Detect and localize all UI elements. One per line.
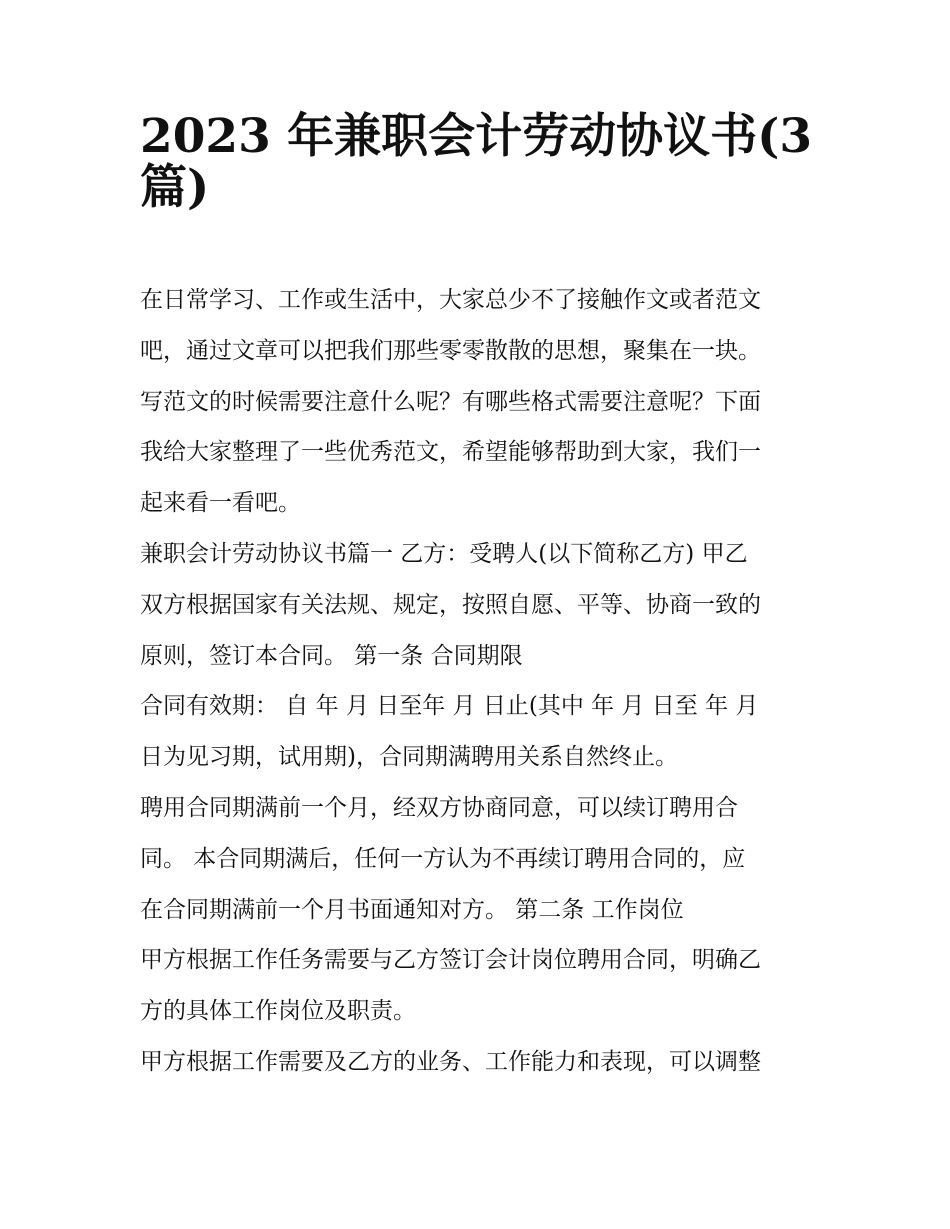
document-body xyxy=(140,275,830,1088)
text-line: 聘用合同期满前一个月，经双方协商同意，可以续订聘用合 xyxy=(140,794,738,821)
paragraph-adjustment xyxy=(140,1037,830,1088)
text-line: 原则，签订本合同。 第一条 合同期限 xyxy=(140,642,523,669)
text-line: 方的具体工作岗位及职责。 xyxy=(140,998,416,1025)
text-line: 日为见习期，试用期)，合同期满聘用关系自然终止。 xyxy=(140,744,678,771)
paragraph-parties xyxy=(140,529,830,681)
text-line: 在日常学习、工作或生活中，大家总少不了接触作文或者范文 xyxy=(140,287,761,313)
document-title xyxy=(140,109,820,215)
text-line: 双方根据国家有关法规、规定，按照自愿、平等、协商一致的 xyxy=(140,591,761,618)
text-line: 合同有效期： 自 年 月 日至年 月 日止(其中 年 月 日至 年 月 xyxy=(140,693,759,720)
title-line: 篇) xyxy=(140,159,210,215)
text-line: 甲方根据工作需要及乙方的业务、工作能力和表现，可以调整 xyxy=(140,1048,761,1075)
paragraph-intro xyxy=(140,275,830,529)
paragraph-term xyxy=(140,681,830,783)
text-line: 甲方根据工作任务需要与乙方签订会计岗位聘用合同，明确乙 xyxy=(140,947,761,974)
text-line: 吧，通过文章可以把我们那些零零散散的思想，聚集在一块。 xyxy=(140,337,761,364)
text-line: 同。 本合同期满后，任何一方认为不再续订聘用合同的，应 xyxy=(140,845,746,872)
text-line: 起来看一看吧。 xyxy=(140,490,301,517)
paragraph-renewal xyxy=(140,783,830,935)
paragraph-position xyxy=(140,935,830,1037)
text-line: 兼职会计劳动协议书篇一 乙方：受聘人(以下简称乙方) 甲乙 xyxy=(140,540,748,567)
text-line: 我给大家整理了一些优秀范文，希望能够帮助到大家，我们一 xyxy=(140,439,761,466)
title-line: 2023 年兼职会计劳动协议书(3 xyxy=(140,109,813,164)
text-line: 写范文的时候需要注意什么呢？有哪些格式需要注意呢？下面 xyxy=(140,388,761,415)
text-line: 在合同期满前一个月书面通知对方。 第二条 工作岗位 xyxy=(140,896,684,923)
